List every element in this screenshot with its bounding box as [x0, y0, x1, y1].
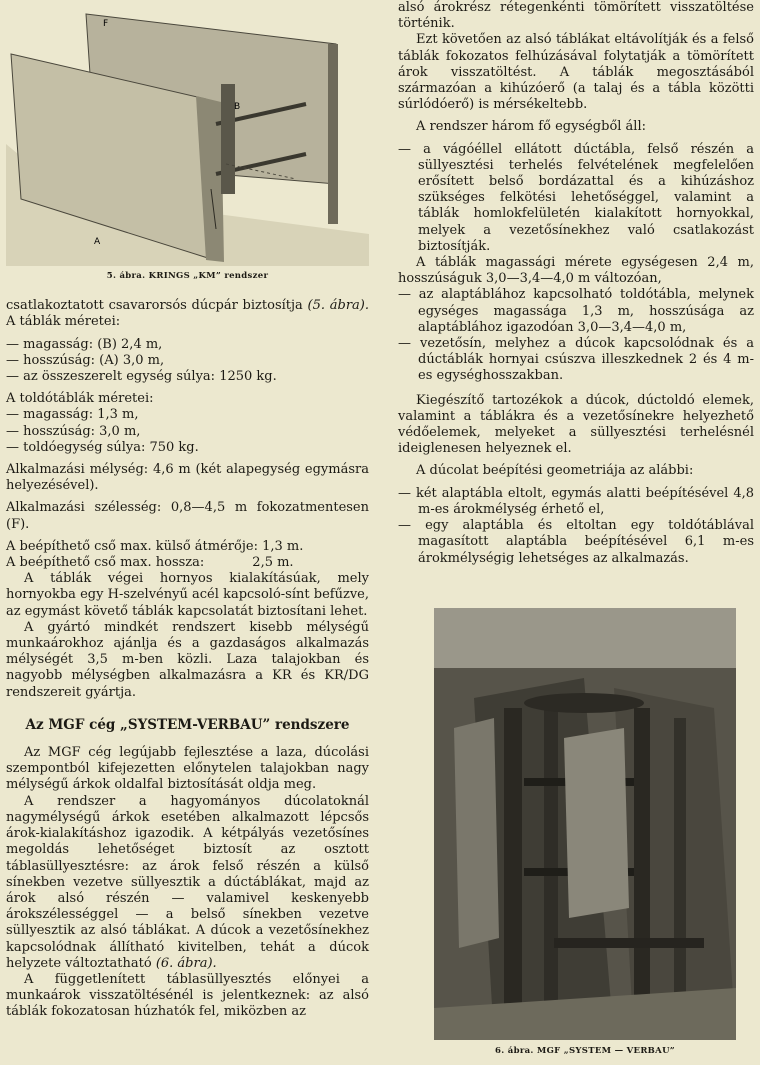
unit-item-2: — az alaptáblához kapcsolható toldótábla, melynek egységes magassága 1,3 m, hosszúsága az alaptáblához igazodóan 3,0—3,4—4,0 m, [398, 287, 754, 335]
ext-length: — hosszúság: 3,0 m, [6, 423, 141, 439]
pipe-length-value: 2,5 m. [252, 555, 294, 571]
figure-6-photo [434, 608, 736, 1040]
pipe-diameter-value: 1,3 m. [262, 538, 304, 554]
geometry-item-1: — két alaptábla eltolt, egymás alatti beépítésével 4,8 m-es árokmélység érhető el, [398, 485, 754, 517]
trench-photo-drawing [434, 608, 736, 1040]
extension-title: A toldótáblák méretei: [6, 391, 154, 407]
dim-length: — hosszúság: (A) 3,0 m, [6, 352, 165, 368]
unit-item-1: — a vágóéllel ellátott dúctábla, felső részén a süllyesztési terhelés felvételének megfelelően erősített belső bordázattal és a kihúzáshoz szükséges felkötési lehetőséggel, valamint a táblák homlokfelületén kialakított hornyokkal, melyek a vezetősínekhez való csatlakozást biztosítják. [398, 141, 754, 254]
application-depth: Alkalmazási mélység: 4,6 m (két alapegység egymásra helyezésével). [6, 462, 369, 494]
label-f: F [103, 19, 109, 29]
pipe-length [6, 555, 369, 571]
intro-text: csatlakoztatott csavarorsós dúcpár biztosítja [6, 298, 303, 314]
label-b: B [234, 102, 241, 112]
figure-ref-6: (6. ábra). [155, 955, 217, 971]
paragraph-removal: Ezt követően az alsó táblákat eltávolítják és a felső táblák fokozatos felhúzásával folytatják a tömörített árok visszatöltést. A táblák megosztásából származóan a kihúzóerő (a talaj és a tábla közötti súrlódóerő) is mérsékeltebb. [398, 32, 754, 113]
paragraph-units-intro: A rendszer három fő egységből áll: [416, 119, 647, 135]
pipe-diameter [6, 539, 369, 555]
dimensions-list [6, 337, 369, 386]
figure-5-illustration [6, 4, 369, 266]
unit-item-3: — vezetősín, melyhez a dúcok kapcsolódnak és a dúctáblák hornyai csúszva illeszkednek 2 és 4 m-es egységhosszakban. [398, 336, 754, 384]
pipe-length-label: A beépíthető cső max. hossza: [6, 555, 205, 571]
dim-weight: — az összeszerelt egység súlya: 1250 kg. [6, 369, 277, 385]
intro-text-end: A táblák méretei: [6, 314, 121, 330]
system-text: A rendszer a hagyományos dúcolatoknál nagymélységű árkok esetében alkalmazott lépcsős árok-kialakításhoz igazodik. A kétpályás vezetősínes megoldás lehetőséget biztosít az osztott táblasüllyesztésre: az árok felső részén a külső sínekben vezetve süllyesztik a dúctáblákat, majd az árok alsó részén — valamivel keskenyebb árokszélességgel — a belső sínekben vezetve süllyesztik az alsó táblákat. A dúcok a vezetősínekhez kapcsolódnak állítható kivitelben, tehát a dúcok helyzete változtatható [6, 793, 369, 971]
label-a: A [94, 237, 101, 247]
figure-6-caption: 6. ábra. MGF „SYSTEM — VERBAU” [495, 1046, 675, 1056]
ext-weight: — toldóegység súlya: 750 kg. [6, 439, 199, 455]
paragraph-accessories: Kiegészítő tartozékok a dúcok, dúctoldó elemek, valamint a táblákra és a vezetősínekre helyezhető védőelemek, melyeket a süllyesztési terhelésnél ideiglenesen helyeznek el. [398, 392, 754, 457]
paragraph-intro [6, 298, 369, 330]
application-width: Alkalmazási szélesség: 0,8—4,5 m fokozatmentesen (F). [6, 500, 369, 532]
figure-5-caption: 5. ábra. KRINGS „KM” rendszer [106, 271, 269, 281]
paragraph-system [6, 794, 369, 972]
right-column [398, 0, 754, 567]
paragraph-manufacturer: A gyártó mindkét rendszert kisebb mélységű munkaárokhoz ajánlja és a gazdaságos alkalmazás mélységét 3,5 m-ben közli. Laza talajokban és nagyobb mélységben alkalmazásra a KR és KR/DG rendszereit gyártja. [6, 619, 369, 700]
section-heading: Az MGF cég „SYSTEM-VERBAU” rendszere [25, 716, 350, 733]
paragraph-mgf: Az MGF cég legújabb fejlesztése a laza, dúcolási szempontból kifejezetten előnytelen talajokban nagy mélységű árkok oldalfal biztosítását oldja meg. [6, 745, 369, 793]
paragraph-grooves: A táblák végei hornyos kialakításúak, mely hornyokba egy H-szelvényű acél kapcsoló-sínt befűzve, az egymást követő táblák kapcsolatát biztosítani lehet. [6, 571, 369, 619]
trench-box-drawing [6, 4, 369, 266]
dim-height: — magasság: (B) 2,4 m, [6, 336, 163, 352]
paragraph-geometry: A dúcolat beépítési geometriája az alábbi: [416, 463, 694, 479]
pipe-diameter-label: A beépíthető cső max. külső átmérője: [6, 538, 258, 554]
geometry-item-2: — egy alaptábla és eltoltan egy toldótáblával magasított alaptábla beépítésével 6,1 m-es árokmélységig lehetséges az alkalmazás. [398, 518, 754, 566]
paragraph-backfill: A függetlenített táblasüllyesztés előnyei a munkaárok visszatöltésénél is jelentkeznek: az alsó táblák fokozatosan húzhatók fel, miközben az [6, 971, 369, 1020]
unit-item-1-dimensions: A táblák magassági mérete egységesen 2,4 m, hosszúságuk 3,0—3,4—4,0 m változóan, [398, 255, 754, 287]
ext-height: — magasság: 1,3 m, [6, 407, 139, 423]
figure-ref-5: (5. ábra). [307, 298, 369, 314]
paragraph-continuation: alsó árokrész rétegenkénti tömörített visszatöltése történik. [398, 0, 754, 32]
left-column [6, 0, 369, 1021]
extension-dimensions-list [6, 407, 369, 456]
